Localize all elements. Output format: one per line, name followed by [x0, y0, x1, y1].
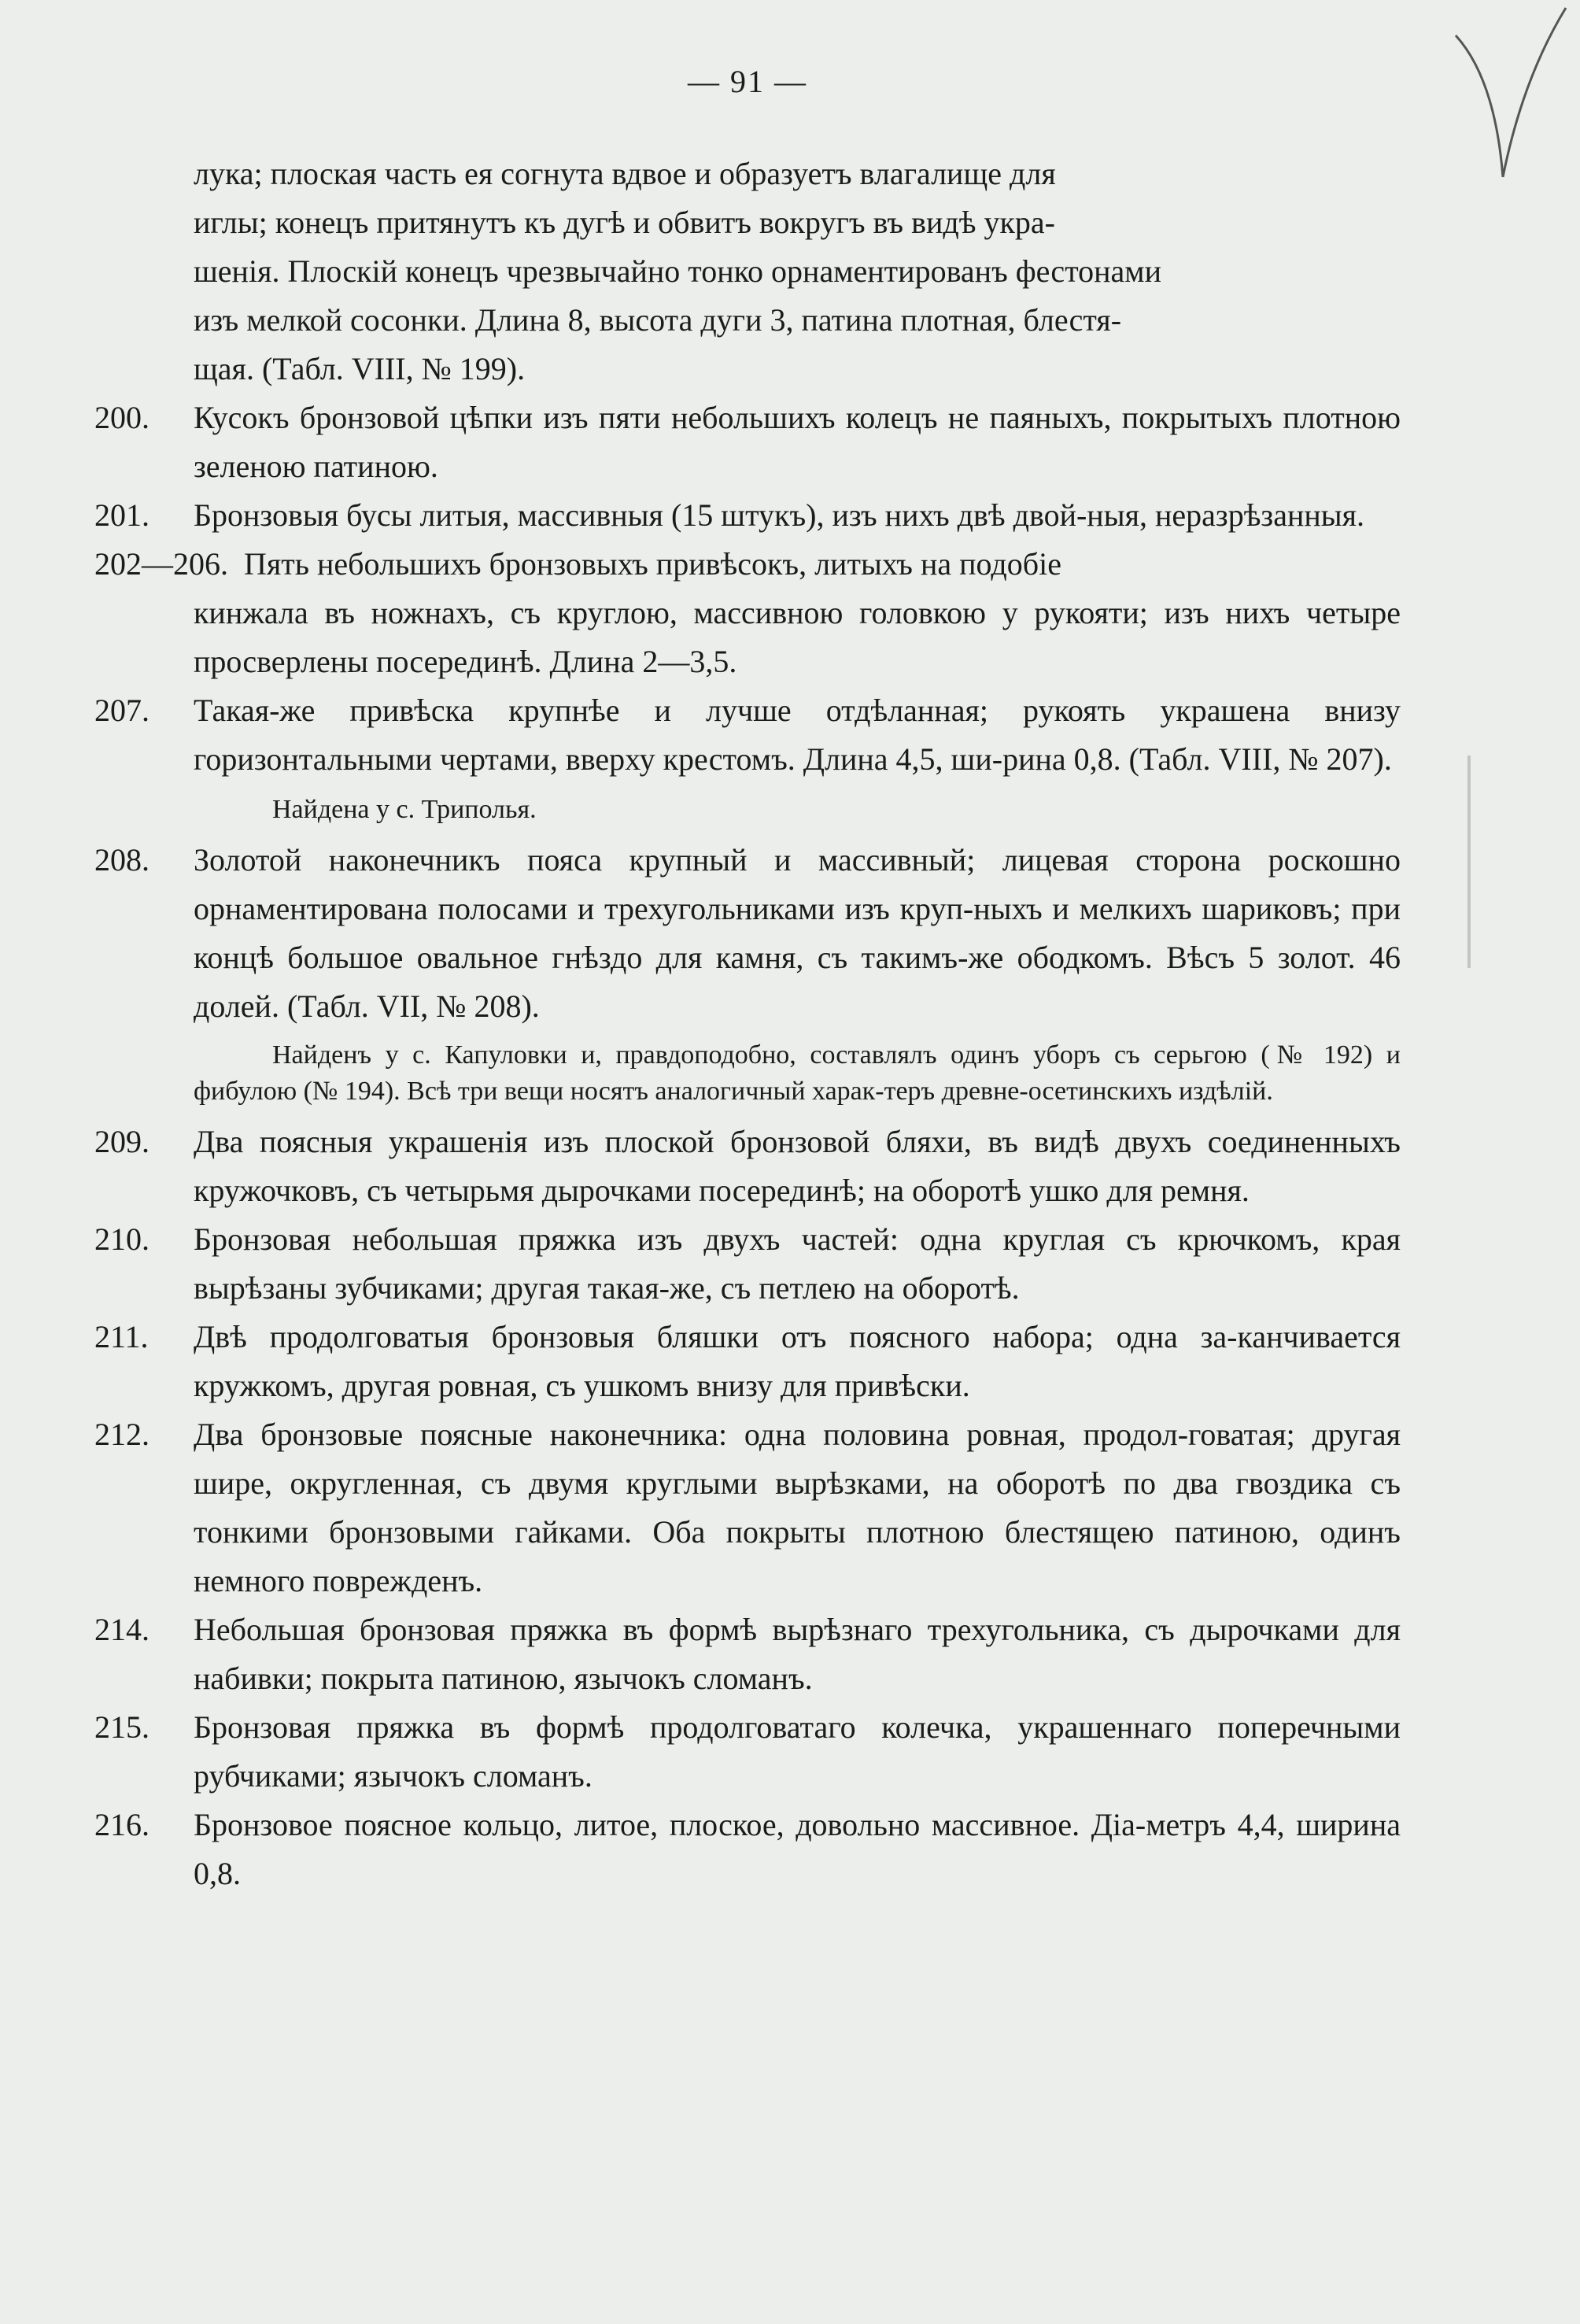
text-line: иглы; конецъ притянутъ къ дугѣ и обвитъ вокругъ въ видѣ укра-	[194, 205, 1055, 240]
entry-number: 209.	[94, 1124, 150, 1159]
entry-text: Два поясныя украшенія изъ плоской бронзовой бляхи, въ видѣ двухъ соединенныхъ кружочковъ, съ четырьмя дырочками посерединѣ; на оборотѣ ушко для ремня.	[194, 1124, 1401, 1208]
catalog-entry	[94, 1118, 1401, 1215]
entry-number: 207.	[94, 693, 150, 728]
entry-text: Кусокъ бронзовой цѣпки изъ пяти небольшихъ колецъ не паяныхъ, покрытыхъ плотною зеленою патиною.	[194, 400, 1401, 484]
entry-continuation: кинжала въ ножнахъ, съ круглою, массивною головкою у рукояти; изъ нихъ четыре просверлены посерединѣ. Длина 2—3,5.	[194, 595, 1401, 679]
catalog-entry	[94, 540, 1401, 589]
entry-number: 200.	[94, 400, 150, 435]
catalog-entry	[94, 686, 1401, 784]
text-line: шенія. Плоскій конецъ чрезвычайно тонко орнаментированъ фестонами	[194, 253, 1162, 289]
text-line: изъ мелкой сосонки. Длина 8, высота дуги 3, патина плотная, блестя-	[194, 302, 1122, 338]
entry-number: 202—206.	[94, 546, 228, 582]
entry-number: 216.	[94, 1807, 150, 1842]
pencil-checkmark-icon	[1448, 0, 1580, 189]
text-line: щая. (Табл. VIII, № 199).	[194, 351, 526, 386]
entry-text: Бронзовая небольшая пряжка изъ двухъ частей: одна круглая съ крючкомъ, края вырѣзаны зубчиками; другая такая-же, съ петлею на оборотѣ.	[194, 1221, 1401, 1306]
entry-text: Такая-же привѣска крупнѣе и лучше отдѣланная; рукоять украшена внизу горизонтальными чертами, вверху крестомъ. Длина 4,5, ши-рина 0,8. (Табл. VIII, № 207).	[194, 693, 1401, 777]
note-text: Найденъ у с. Капуловки и, правдоподобно, составлялъ одинъ уборъ съ серьгою (№ 192) и фибулою (№ 194). Всѣ три вещи носятъ аналогичный харак-теръ древне-осетинскихъ издѣлій.	[194, 1040, 1401, 1106]
catalog-entry	[94, 1215, 1401, 1313]
catalog-entry	[94, 1313, 1401, 1410]
entry-text: Двѣ продолговатыя бронзовыя бляшки отъ поясного набора; одна за-канчивается кружкомъ, другая ровная, съ ушкомъ внизу для привѣски.	[194, 1319, 1401, 1403]
catalog-entry	[94, 393, 1401, 491]
entry-number: 215.	[94, 1709, 150, 1745]
entry-number: 201.	[94, 497, 150, 533]
catalog-entry	[94, 1605, 1401, 1703]
page-body	[94, 150, 1401, 1898]
entry-number: 212.	[94, 1417, 150, 1452]
catalog-entry	[94, 1801, 1401, 1898]
page-number: — 91 —	[688, 64, 807, 99]
find-note: Найдена у с. Триполья.	[272, 795, 537, 824]
entry-text: Бронзовое поясное кольцо, литое, плоское, довольно массивное. Діа-метръ 4,4, ширина 0,8.	[194, 1807, 1401, 1891]
intro-paragraph	[94, 150, 1401, 393]
entry-text: Бронзовыя бусы литыя, массивныя (15 штукъ), изъ нихъ двѣ двой-ныя, неразрѣзанныя.	[194, 497, 1365, 533]
catalog-entry	[94, 1703, 1401, 1801]
entry-text: Пять небольшихъ бронзовыхъ привѣсокъ, литыхъ на подобіе	[244, 546, 1061, 582]
catalog-entry	[94, 1410, 1401, 1605]
text-line: лука; плоская часть ея согнута вдвое и образуетъ влагалище для	[194, 156, 1056, 191]
entry-text: Небольшая бронзовая пряжка въ формѣ вырѣзнаго трехугольника, съ дырочками для набивки; покрыта патиною, язычокъ сломанъ.	[194, 1612, 1401, 1696]
entry-number: 214.	[94, 1612, 150, 1647]
catalog-entry	[94, 836, 1401, 1031]
margin-pencil-line	[1467, 756, 1471, 968]
entry-text: Бронзовая пряжка въ формѣ продолговатаго колечка, украшеннаго поперечными рубчиками; язычокъ сломанъ.	[194, 1709, 1401, 1794]
entry-number: 208.	[94, 842, 150, 878]
entry-number: 210.	[94, 1221, 150, 1257]
entry-number: 211.	[94, 1319, 149, 1354]
find-note	[94, 1037, 1401, 1110]
catalog-entry	[94, 491, 1401, 540]
entry-text: Золотой наконечникъ пояса крупный и массивный; лицевая сторона роскошно орнаментирована полосами и трехугольниками изъ круп-ныхъ и мелкихъ шариковъ; при концѣ большое овальное гнѣздо для камня, съ такимъ-же ободкомъ. Вѣсъ 5 золот. 46 долей. (Табл. VII, № 208).	[194, 842, 1401, 1024]
entry-text: Два бронзовые поясные наконечника: одна половина ровная, продол-говатая; другая шире, округленная, съ двумя круглыми вырѣзками, на оборотѣ по два гвоздика съ тонкими бронзовыми гайками. Оба покрыты плотною блестящею патиною, одинъ немного поврежденъ.	[194, 1417, 1401, 1598]
